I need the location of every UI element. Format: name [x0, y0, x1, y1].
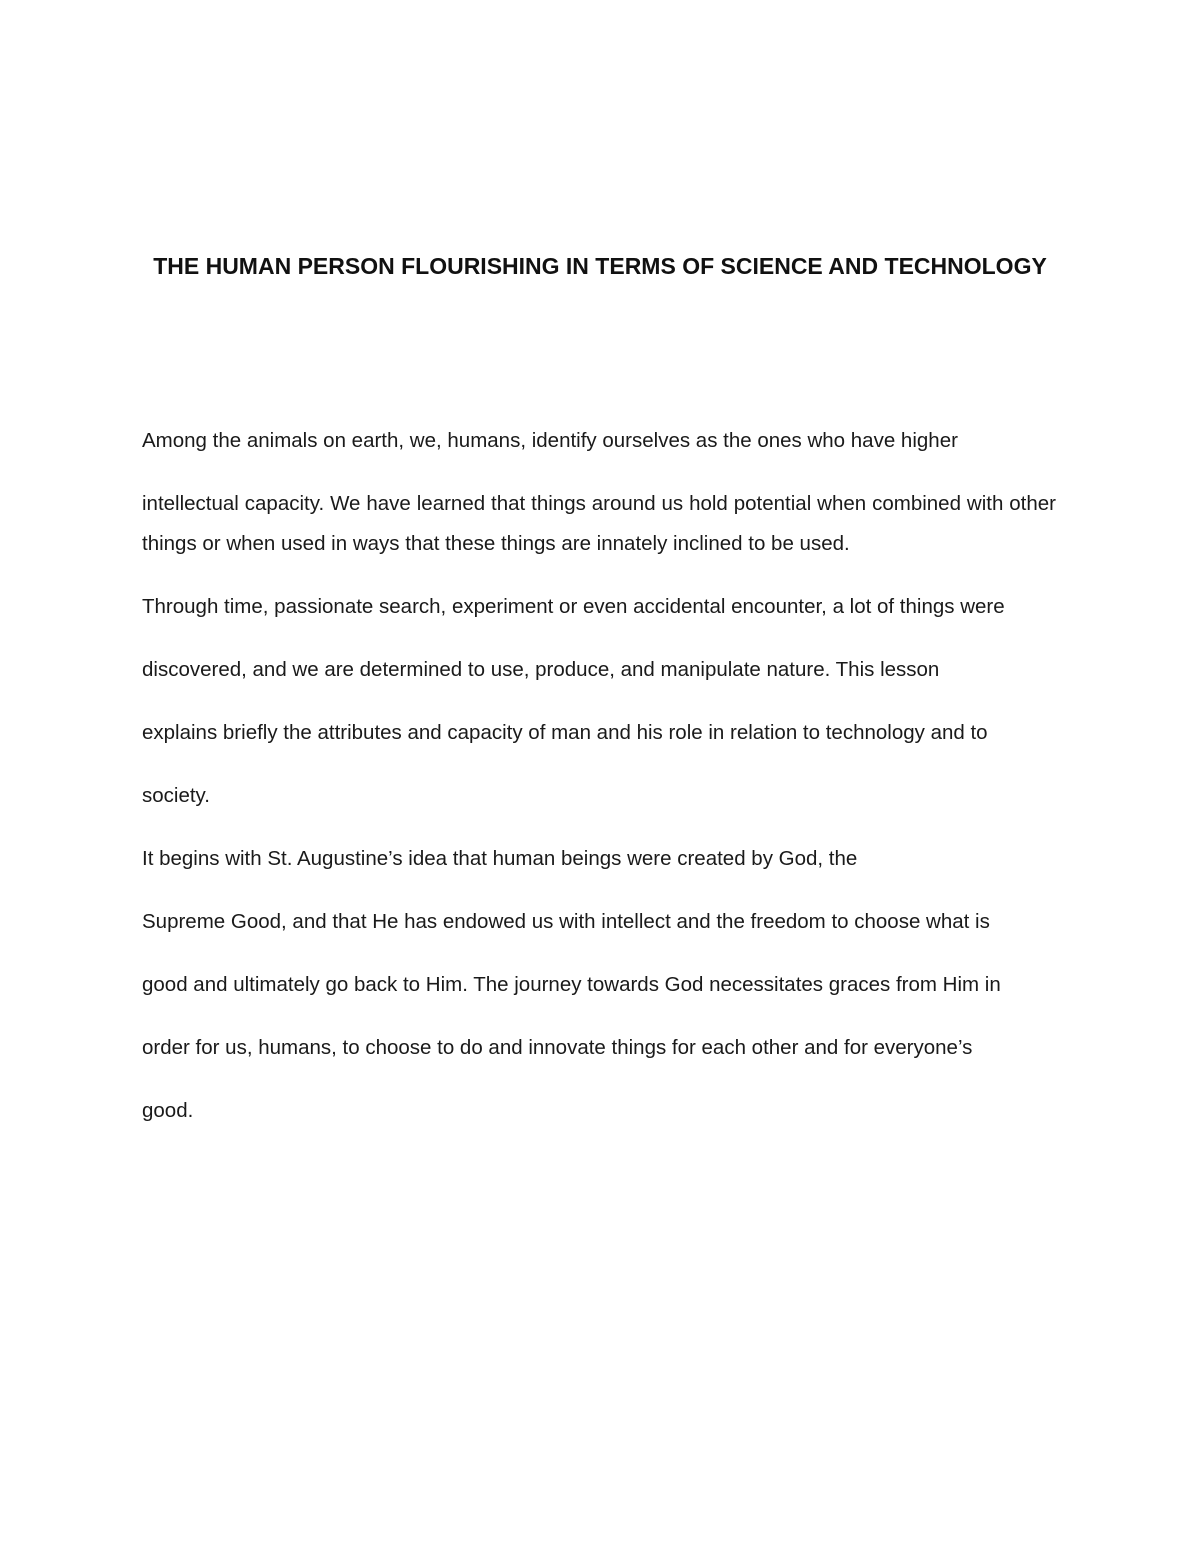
paragraph: society. — [142, 784, 210, 807]
paragraph: discovered, and we are determined to use, produce, and manipulate nature. This lesson — [142, 658, 940, 681]
paragraph: good. — [142, 1099, 194, 1122]
paragraph: Supreme Good, and that He has endowed us with intellect and the freedom to choose what is — [142, 910, 990, 933]
paragraph: intellectual capacity. We have learned that things around us hold potential when combined with other things or when used in ways that these things are innately inclined to be used. — [142, 492, 1056, 555]
paragraph: Among the animals on earth, we, humans, identify ourselves as the ones who have higher — [142, 429, 958, 452]
paragraph: It begins with St. Augustine’s idea that human beings were created by God, the — [142, 847, 858, 870]
paragraph: order for us, humans, to choose to do and innovate things for each other and for everyone’s — [142, 1036, 973, 1059]
paragraph: Through time, passionate search, experiment or even accidental encounter, a lot of things were — [142, 595, 1005, 618]
paragraph: explains briefly the attributes and capacity of man and his role in relation to technology and to — [142, 721, 988, 744]
document-title: THE HUMAN PERSON FLOURISHING IN TERMS OF SCIENCE AND TECHNOLOGY — [153, 253, 1047, 279]
document-body — [142, 421, 1056, 1154]
paragraph: good and ultimately go back to Him. The journey towards God necessitates graces from Him in — [142, 973, 1001, 996]
